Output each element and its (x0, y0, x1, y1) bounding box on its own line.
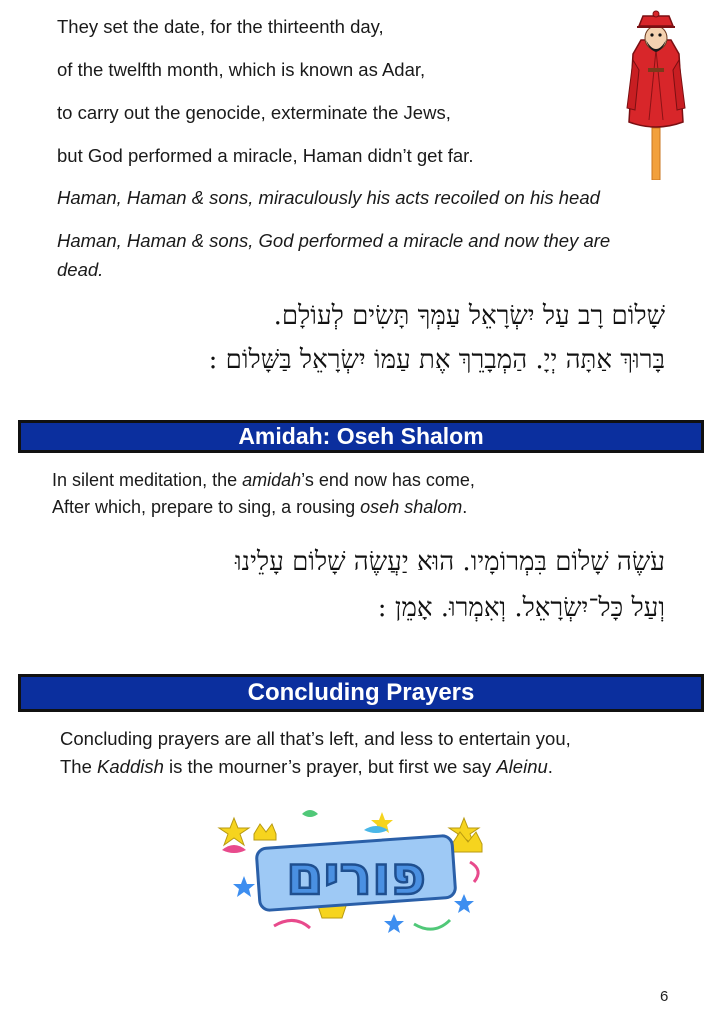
hebrew-line-1: שָׁלוֹם רָב עַל יִשְׂרָאֵל עַמְּךָ תָּשִׂים לְעוֹלָם. (273, 301, 665, 331)
concluding-line-2-mid: is the mourner’s prayer, but first we say (163, 756, 497, 777)
chorus-line-2: Haman, Haman & sons, God performed a miracle and now they are (57, 230, 611, 251)
verse-line-2: of the twelfth month, which is known as Adar, (57, 59, 426, 80)
kaddish-term: Kaddish (97, 756, 164, 777)
haman-puppet-illustration (625, 10, 687, 180)
verse-line-3: to carry out the genocide, exterminate the Jews, (57, 102, 451, 123)
section-banner-concluding (18, 674, 704, 712)
amidah-line-1-pre: In silent meditation, the (52, 470, 243, 490)
verse-line-1: They set the date, for the thirteenth day, (57, 16, 384, 37)
aleinu-term: Aleinu (496, 756, 548, 777)
hebrew-line-3: עֹשֶׂה שָׁלוֹם בִּמְרוֹמָיו. הוּא יַעֲשֶׂה שָׁלוֹם עָלֵינוּ (235, 547, 665, 577)
concluding-line-2-post: . (547, 756, 553, 777)
section-title-amidah: Amidah: Oseh Shalom (238, 423, 484, 449)
hebrew-line-4: וְעַל כָּל־יִשְׂרָאֵל. וְאִמְרוּ. אָמֵן : (377, 593, 665, 623)
purim-logo-illustration (214, 796, 496, 944)
section-banner-amidah (18, 420, 704, 453)
purim-logo-text: פורים (285, 844, 427, 907)
hebrew-line-2: בָּרוּךְ אַתָּה יְיָ. הַמְבָרֵךְ אֶת עַמּוֹ יִשְׂרָאֵל בַּשָּׁלוֹם : (208, 345, 665, 375)
chorus-line-3: dead. (57, 259, 104, 280)
amidah-line-2-pre: After which, prepare to sing, a rousing (52, 497, 361, 517)
amidah-line-1 (52, 469, 475, 491)
page-number: 6 (660, 988, 669, 1005)
amidah-line-1-post: ’s end now has come, (301, 470, 475, 490)
concluding-line-1: Concluding prayers are all that’s left, and less to entertain you, (60, 728, 571, 749)
amidah-line-2-post: . (462, 497, 468, 517)
chorus-line-1: Haman, Haman & sons, miraculously his acts recoiled on his head (57, 187, 600, 208)
concluding-line-2 (60, 756, 553, 778)
verse-line-4: but God performed a miracle, Haman didn’t get far. (57, 145, 474, 166)
concluding-line-2-pre: The (60, 756, 98, 777)
amidah-term: amidah (242, 470, 302, 490)
oseh-shalom-term: oseh shalom (360, 497, 463, 517)
amidah-line-2 (52, 496, 467, 518)
section-title-concluding: Concluding Prayers (247, 679, 475, 706)
